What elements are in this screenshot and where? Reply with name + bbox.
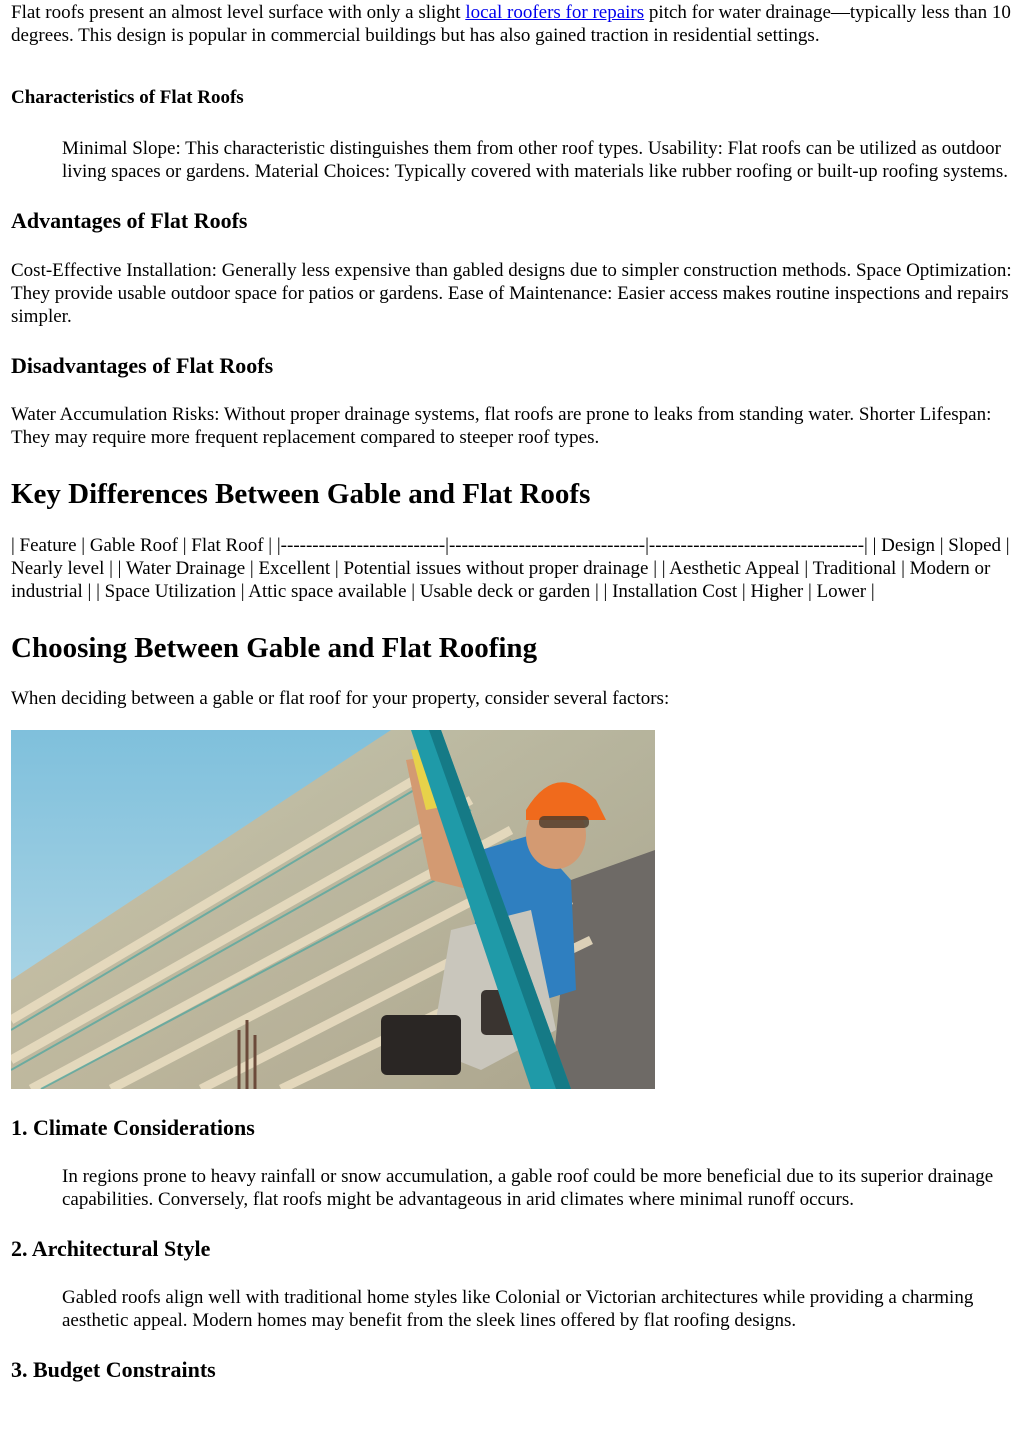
choosing-intro: When deciding between a gable or flat roof for your property, consider several factors:: [11, 688, 670, 709]
architecture-body: Gabled roofs align well with traditional home styles like Colonial or Victorian architectures while providing a charming aesthetic appeal. Modern homes may benefit from the sleek lines offered by flat roofing designs.: [62, 1287, 974, 1331]
characteristics-body: Minimal Slope: This characteristic distinguishes them from other roof types. Usability: Flat roofs can be utilized as outdoor living spaces or gardens. Material Choices: Typically covered with materials like rubber roofing or built-up roofing systems.: [62, 138, 1008, 182]
architecture-heading: 2. Architectural Style: [11, 1236, 211, 1261]
roofer-photo-illustration: [11, 730, 655, 1089]
climate-body: In regions prone to heavy rainfall or snow accumulation, a gable roof could be more beneficial due to its superior drainage capabilities. Conversely, flat roofs might be advantageous in arid climates where minimal runoff occurs.: [62, 1166, 994, 1210]
choosing-heading: Choosing Between Gable and Flat Roofing: [11, 632, 538, 664]
advantages-heading: Advantages of Flat Roofs: [11, 208, 248, 233]
comparison-table-text: | Feature | Gable Roof | Flat Roof | |--------------------------|-------------------------------|----------------------------------| | Design | Sloped | Nearly level | | Water Drainage | Excellent | Potential issues without proper drainage | | Aesthetic Appeal | Traditional | Modern or industrial | | Space Utilization | Attic space available | Usable deck or garden | | Installation Cost | Higher | Lower |: [11, 535, 1010, 602]
key-differences-heading: Key Differences Between Gable and Flat Roofs: [11, 478, 591, 510]
characteristics-heading: Characteristics of Flat Roofs: [11, 87, 244, 108]
advantages-body: Cost-Effective Installation: Generally less expensive than gabled designs due to simpler construction methods. Space Optimization: They provide usable outdoor space for patios or gardens. Ease of Maintenance: Easier access makes routine inspections and repairs simpler.: [11, 260, 1012, 327]
roofer-photo: [11, 730, 655, 1089]
local-roofers-link[interactable]: local roofers for repairs: [465, 2, 645, 23]
disadvantages-heading: Disadvantages of Flat Roofs: [11, 353, 274, 378]
intro-text-before: Flat roofs present an almost level surface with only a slight: [11, 2, 466, 23]
intro-text-after: pitch for water drainage—typically less than 10 degrees. This design is popular in commercial buildings but has also gained traction in residential settings.: [11, 2, 1011, 46]
budget-heading: 3. Budget Constraints: [11, 1357, 216, 1382]
climate-heading: 1. Climate Considerations: [11, 1115, 255, 1140]
disadvantages-body: Water Accumulation Risks: Without proper drainage systems, flat roofs are prone to leaks from standing water. Shorter Lifespan: They may require more frequent replacement compared to steeper roof types.: [11, 404, 992, 448]
intro-paragraph: [11, 0, 1014, 47]
